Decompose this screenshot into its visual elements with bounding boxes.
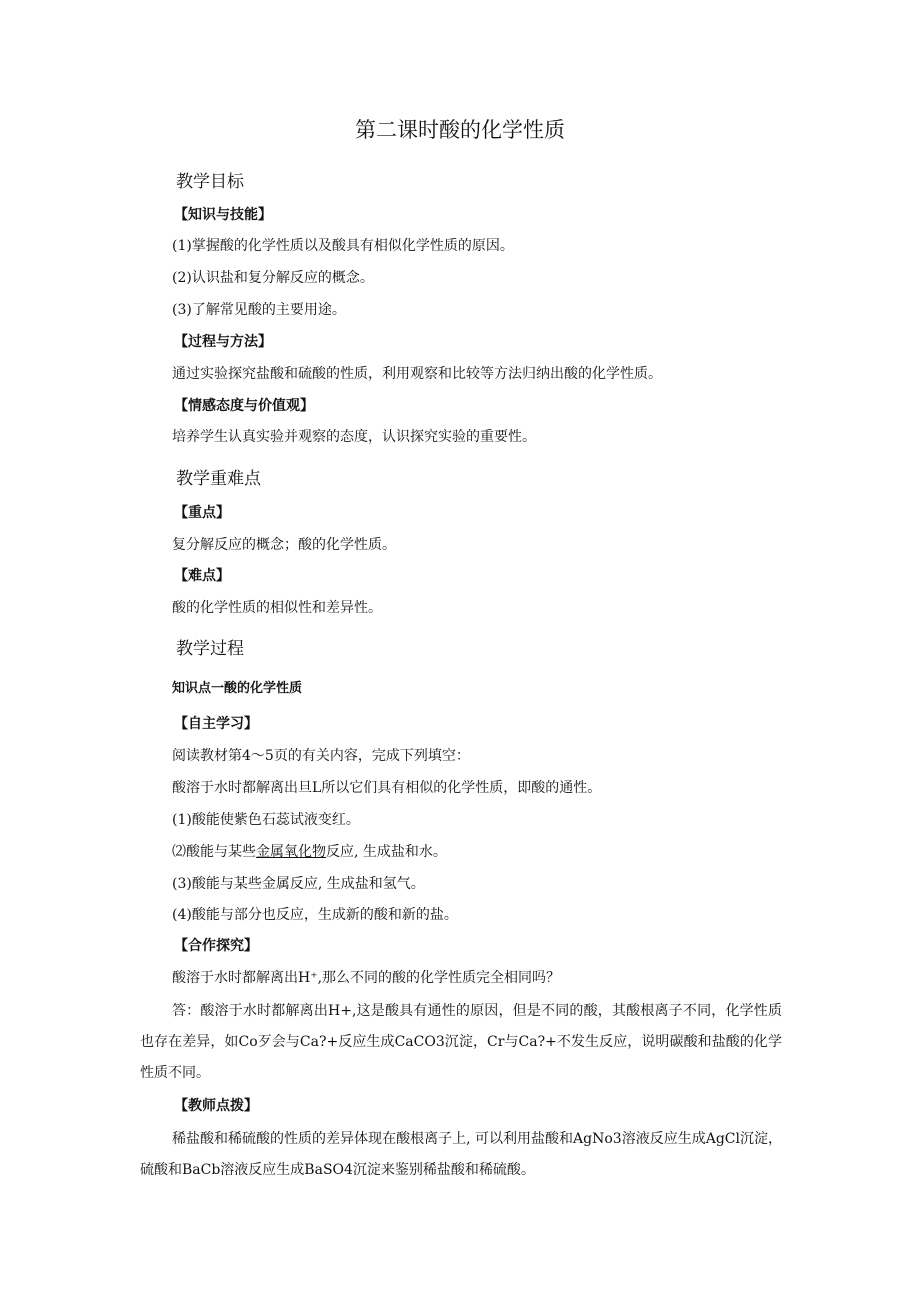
underlined-metal-oxide: 金属氧化物	[256, 844, 326, 860]
difficult-points-text: 酸的化学性质的相似性和差异性。	[172, 600, 382, 616]
acid-property-1: (1)酸能使紫色石蕊试液变红。	[172, 812, 360, 828]
self-study-intro: 阅读教材第4～5页的有关内容，完成下列填空：	[172, 748, 470, 764]
label-attitude-values: 【情感态度与价值观】	[174, 398, 314, 414]
self-study-fill: 酸溶于水时都解离出旦L所以它们具有相似的化学性质，即酸的通性。	[172, 780, 602, 796]
label-self-study: 【自主学习】	[174, 716, 258, 732]
process-text: 通过实验探究盐酸和硫酸的性质，利用观察和比较等方法归纳出酸的化学性质。	[172, 366, 662, 382]
label-cooperative-inquiry: 【合作探究】	[174, 938, 258, 954]
page-title: 第二课时酸的化学性质	[355, 118, 565, 142]
teacher-guidance-text: 稀盐酸和稀硫酸的性质的差异体现在酸根离子上, 可以利用盐酸和AgNo3溶液反应生成AgCl沉淀，硫酸和BaCb溶液反应生成BaSO4沉淀来鉴别稀盐酸和稀硫酸。	[140, 1131, 782, 1178]
label-knowledge-skills: 【知识与技能】	[174, 207, 272, 223]
key-points-text: 复分解反应的概念；酸的化学性质。	[172, 537, 396, 553]
inquiry-answer: 答：酸溶于水时都解离出H+,这是酸具有通性的原因，但是不同的酸，其酸根离子不同，化学性质也存在差异，如Co歹会与Ca?+反应生成CaCO3沉淀，Cr与Ca?+不发生反应，说明碳酸和盐酸的化学性质不同。	[140, 1003, 782, 1081]
knowledge-point-title: 知识点一酸的化学性质	[172, 681, 303, 696]
acid-property-2	[172, 842, 447, 862]
attitude-text: 培养学生认真实验并观察的态度，认识探究实验的重要性。	[172, 429, 536, 445]
label-process-method: 【过程与方法】	[174, 334, 272, 350]
heading-key-difficult: 教学重难点	[176, 469, 261, 489]
goal-item-3: (3)了解常见酸的主要用途。	[172, 302, 346, 318]
heading-teaching-process: 教学过程	[176, 639, 244, 659]
goal-item-2: (2)认识盐和复分解反应的概念。	[172, 270, 374, 286]
acid-property-3: (3)酸能与某些金属反应, 生成盐和氢气。	[172, 876, 425, 892]
inquiry-question: 酸溶于水时都解离出H⁺,那么不同的酸的化学性质完全相同吗？	[172, 970, 561, 986]
goal-item-1: (1)掌握酸的化学性质以及酸具有相似化学性质的原因。	[172, 238, 514, 254]
label-key-points: 【重点】	[174, 505, 230, 521]
acid-property-4: (4)酸能与部分也反应，生成新的酸和新的盐。	[172, 907, 458, 923]
heading-teaching-goals: 教学目标	[176, 172, 244, 192]
property-2-suffix: 反应, 生成盐和水。	[326, 844, 447, 860]
label-difficult-points: 【难点】	[174, 568, 230, 584]
property-2-prefix: ⑵酸能与某些	[172, 844, 256, 860]
label-teacher-guidance: 【教师点拨】	[174, 1098, 258, 1114]
